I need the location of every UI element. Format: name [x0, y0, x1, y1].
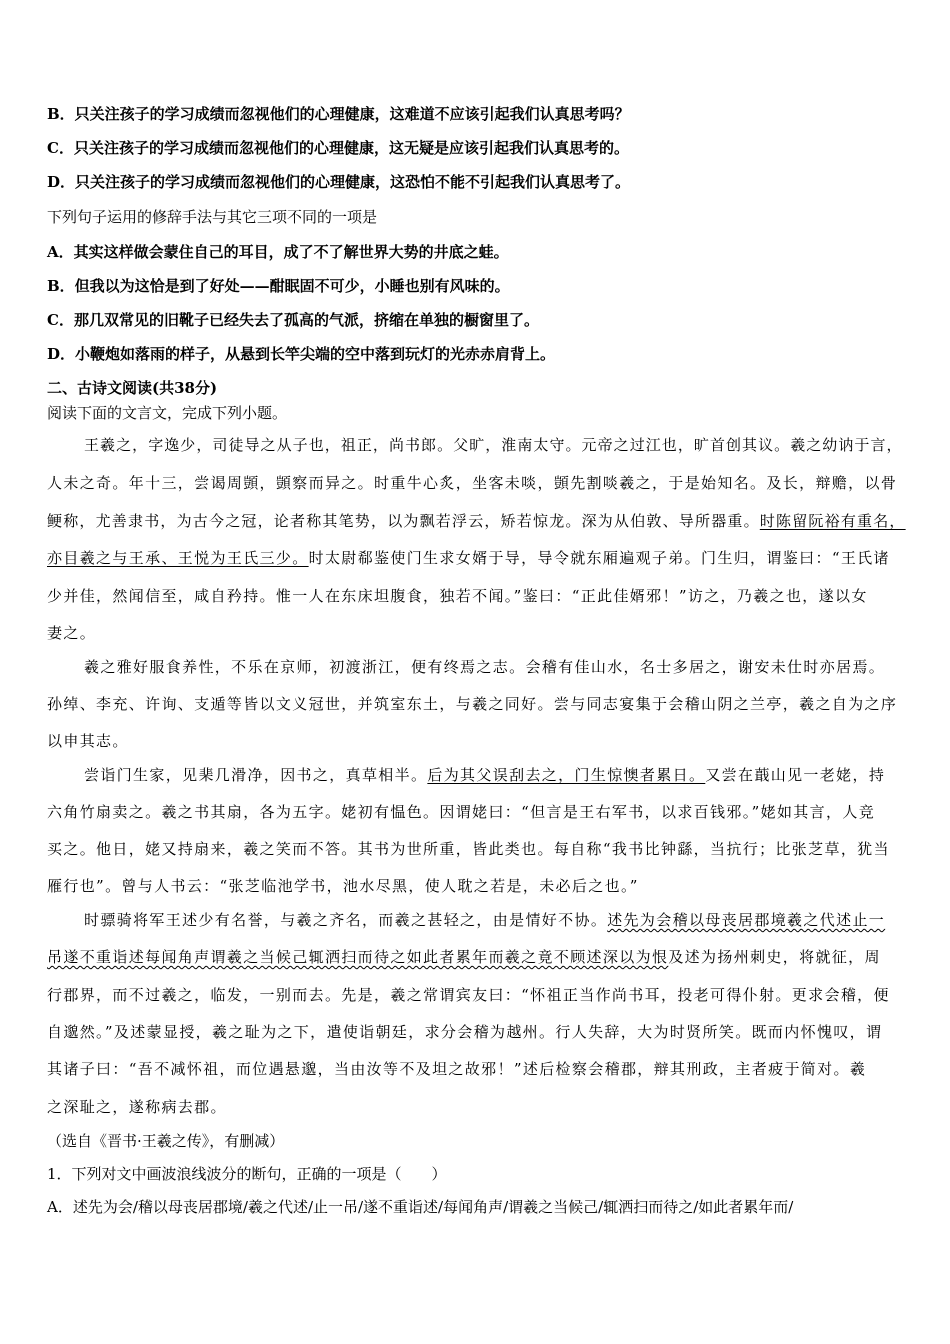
choice-c-prev: C．只关注孩子的学习成绩而忽视他们的心理健康，这无疑是应该引起我们认真思考的。: [47, 139, 629, 157]
passage-p4-line5: 其诸子曰：“吾不减怀祖，而位遇悬邈，当由汝等不及坦之故邪！”述后检察会稽郡，辩其刑政，主者疲于简对。羲: [47, 1060, 867, 1078]
choice-b-prev: B．只关注孩子的学习成绩而忽视他们的心理健康，这难道不应该引起我们认真思考吗？: [47, 105, 630, 123]
passage-p4-line3: 行郡界，而不过羲之，临发，一别而去。先是，羲之常谓宾友曰：“怀祖正当作尚书耳，投老可得仆射。更求会稽，便: [47, 986, 890, 1004]
passage-p4-line4: 自邈然。”及述蒙显授，羲之耻为之下，遣使诣朝廷，求分会稽为越州。行人失辞，大为时贤所笑。既而内怀愧叹，谓: [47, 1023, 883, 1041]
passage-p4-line2-text: 及述为扬州刺史，将就征，周: [668, 948, 881, 966]
rhetoric-question-stem: 下列句子运用的修辞手法与其它三项不同的一项是: [47, 208, 378, 226]
passage-p2-line2: 孙绰、李充、许询、支遁等皆以文义冠世，并筑室东土，与羲之同好。尝与同志宴集于会稽山阴之兰亭，羲之自为之序: [47, 695, 898, 713]
passage-p2-line1: 羲之雅好服食养性，不乐在京师，初渡浙江，便有终焉之志。会稽有佳山水，名士多居之，谢安未仕时亦居焉。: [84, 658, 886, 676]
passage-p3-line4: 雁行也”。曾与人书云：“张芝临池学书，池水尽黑，使人耽之若是，未必后之也。”: [47, 877, 639, 895]
passage-p1-line4-text: 时太尉郗鉴使门生求女婿于导，导令就东厢遍观子弟。门生归，谓鉴曰：“王氏诸: [308, 549, 890, 567]
wavy-underlined-segment-a: 述先为会稽以母丧居郡境羲之代述止一: [607, 911, 886, 929]
passage-source: （选自《晋书·王羲之传》，有删减）: [47, 1132, 285, 1150]
passage-p2-line3: 以申其志。: [47, 732, 129, 750]
passage-p3-line1: [84, 764, 885, 785]
passage-p1-line1: 王羲之，字逸少，司徒导之从子也，祖正，尚书郎。父旷，淮南太守。元帝之过江也，旷首创其议。羲之幼讷于言，: [84, 436, 903, 454]
section-heading: 二、古诗文阅读(共38分): [47, 379, 218, 397]
rhetoric-option-c: C．那几双常见的旧靴子已经失去了孤高的气派，挤缩在单独的橱窗里了。: [47, 311, 539, 329]
passage-p3-line1-text-a: 尝诣门生家，见棐几滑净，因书之，真草相半。: [84, 766, 428, 784]
rhetoric-option-b: B．但我以为这恰是到了好处——酣眠固不可少，小睡也别有风味的。: [47, 277, 510, 295]
rhetoric-option-d: D．小鞭炮如落雨的样子，从悬到长竿尖端的空中落到玩灯的光赤赤肩背上。: [47, 345, 556, 363]
choice-d-prev: D．只关注孩子的学习成绩而忽视他们的心理健康，这恐怕不能不引起我们认真思考了。: [47, 173, 631, 191]
passage-p4-line6: 之深耻之，遂称病去郡。: [47, 1098, 227, 1116]
passage-p1-line6: 妻之。: [47, 624, 97, 642]
passage-p1-line2: 人未之奇。年十三，尝谒周顗，顗察而异之。时重牛心炙，坐客未啖，顗先割啖羲之，于是始知名。及长，辩赡，以骨: [47, 474, 898, 492]
underlined-sentence-1a: 时陈留阮裕有重名，: [759, 512, 906, 530]
question1-option-a: A．述先为会/稽以母丧居郡境/羲之代述/止一吊/遂不重诣述/每闻角声/谓羲之当候己/辄洒扫而待之/如此者累年而/: [47, 1198, 794, 1216]
section-instruction: 阅读下面的文言文，完成下列小题。: [47, 404, 288, 422]
passage-p3-line1-text-c: 又尝在蕺山见一老姥，持: [705, 766, 886, 784]
passage-p4-line2: [47, 946, 881, 967]
underlined-sentence-2: 后为其父误刮去之，门生惊懊者累日。: [427, 766, 706, 784]
passage-p1-line5: 少并佳，然闻信至，咸自矜持。惟一人在东床坦腹食，独若不闻。”鉴曰：“正此佳婿邪！”访之，乃羲之也，遂以女: [47, 587, 868, 605]
passage-p1-line4: [47, 547, 890, 568]
passage-p4-line1: [84, 909, 885, 930]
underlined-sentence-1b: 亦目羲之与王承、王悦为王氏三少。: [47, 549, 309, 567]
passage-p3-line2: 六角竹扇卖之。羲之书其扇，各为五字。姥初有愠色。因谓姥曰：“但言是王右军书，以求百钱邪。”姥如其言，人竞: [47, 803, 876, 821]
passage-p3-line3: 买之。他日，姥又持扇来，羲之笑而不答。其书为世所重，皆此类也。每自称“我书比钟繇，当抗行；比张芝草，犹当: [47, 840, 890, 858]
rhetoric-option-a: A．其实这样做会蒙住自己的耳目，成了不了解世界大势的井底之蛙。: [47, 243, 509, 261]
passage-p4-line1-text: 时骠骑将军王述少有名誉，与羲之齐名，而羲之甚轻之，由是情好不协。: [84, 911, 608, 929]
question1-stem: 1．下列对文中画波浪线波分的断句，正确的一项是（ ）: [47, 1165, 447, 1183]
passage-p1-line3-text: 鲠称，尤善隶书，为古今之冠，论者称其笔势，以为飘若浮云，矫若惊龙。深为从伯敦、导所器重。: [47, 512, 760, 530]
passage-p1-line3: [47, 510, 906, 531]
wavy-underlined-segment-b: 吊遂不重诣述每闻角声谓羲之当候己辄洒扫而待之如此者累年而羲之竟不顾述深以为恨: [47, 948, 669, 966]
